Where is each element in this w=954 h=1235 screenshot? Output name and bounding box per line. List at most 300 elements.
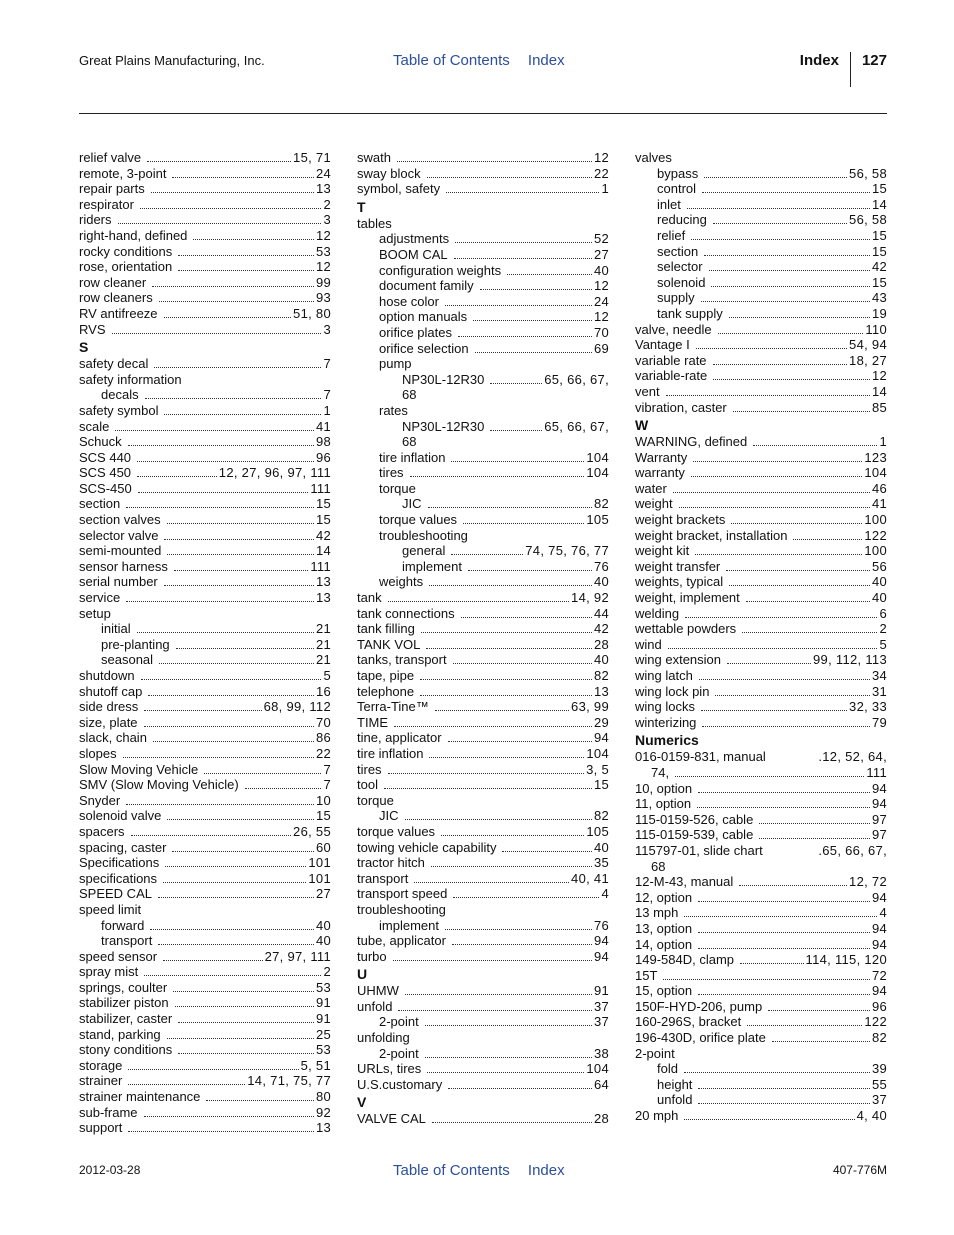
entry-pages[interactable]: 94 bbox=[593, 948, 609, 964]
entry-pages[interactable]: 40 bbox=[593, 574, 609, 590]
entry-pages[interactable]: 29 bbox=[593, 714, 609, 730]
entry-pages[interactable]: 79 bbox=[871, 714, 887, 730]
entry-pages[interactable]: 104 bbox=[586, 449, 609, 465]
entry-pages[interactable]: 98 bbox=[315, 434, 331, 450]
header-section bbox=[800, 52, 887, 87]
index-entry bbox=[635, 496, 887, 512]
entry-term: fold bbox=[657, 1061, 678, 1077]
dot-leader bbox=[144, 710, 261, 711]
entry-pages[interactable]: 13 bbox=[593, 683, 609, 699]
index-entry bbox=[635, 827, 887, 843]
entry-pages[interactable]: 40 bbox=[871, 574, 887, 590]
entry-pages[interactable]: 104 bbox=[864, 465, 887, 481]
entry-term: speed sensor bbox=[79, 948, 158, 964]
entry-pages[interactable]: 4, 40 bbox=[856, 1108, 887, 1124]
dot-leader bbox=[454, 258, 592, 259]
footer-index-link[interactable]: Index bbox=[527, 1162, 565, 1179]
index-entry bbox=[635, 874, 887, 890]
dot-leader bbox=[742, 632, 877, 633]
dot-leader bbox=[490, 430, 542, 431]
entry-pages[interactable]: 15 bbox=[593, 777, 609, 793]
entry-pages[interactable]: 40 bbox=[315, 917, 331, 933]
entry-pages[interactable]: 53 bbox=[315, 979, 331, 995]
entry-pages[interactable]: 39 bbox=[871, 1061, 887, 1077]
entry-term: weight, implement bbox=[635, 590, 740, 606]
index-heading: safety information bbox=[79, 371, 182, 387]
dot-leader bbox=[384, 788, 592, 789]
index-entry bbox=[357, 166, 609, 182]
entry-pages[interactable]: 122 bbox=[864, 527, 887, 543]
entry-pages[interactable]: 65, 66, 67, bbox=[544, 418, 609, 434]
entry-pages[interactable]: 94 bbox=[871, 889, 887, 905]
entry-pages[interactable]: 37 bbox=[871, 1092, 887, 1108]
entry-term: control bbox=[657, 181, 697, 197]
entry-term: wind bbox=[635, 636, 662, 652]
entry-term: right-hand, defined bbox=[79, 227, 188, 243]
entry-pages[interactable]: 7 bbox=[323, 387, 331, 403]
entry-pages[interactable]: 69 bbox=[593, 340, 609, 356]
entry-pages[interactable]: 32, 33 bbox=[849, 699, 887, 715]
entry-pages[interactable]: 60 bbox=[315, 839, 331, 855]
entry-pages[interactable]: 40 bbox=[593, 262, 609, 278]
entry-pages[interactable]: 14, 71, 75, 77 bbox=[247, 1073, 331, 1089]
entry-pages[interactable]: 74, 75, 76, 77 bbox=[525, 543, 609, 559]
index-entry bbox=[79, 496, 331, 512]
entry-pages[interactable]: 14 bbox=[871, 196, 887, 212]
entry-pages[interactable]: 12 bbox=[871, 368, 887, 384]
entry-pages[interactable]: 25 bbox=[315, 1026, 331, 1042]
entry-pages[interactable]: 63, 99 bbox=[571, 699, 609, 715]
entry-pages[interactable]: 14, 92 bbox=[571, 590, 609, 606]
entry-pages[interactable]: 96 bbox=[871, 998, 887, 1014]
entry-pages[interactable]: 18, 27 bbox=[849, 352, 887, 368]
entry-pages[interactable]: 13 bbox=[315, 1120, 331, 1136]
entry-term: JIC bbox=[379, 808, 399, 824]
entry-pages[interactable]: 37 bbox=[593, 998, 609, 1014]
index-entry bbox=[79, 886, 331, 902]
dot-leader bbox=[747, 1025, 862, 1026]
entry-pages[interactable]: 104 bbox=[586, 745, 609, 761]
dot-leader bbox=[453, 663, 592, 664]
entry-pages[interactable]: 82 bbox=[871, 1030, 887, 1046]
entry-term: spray mist bbox=[79, 964, 139, 980]
entry-term: weight bracket, installation bbox=[635, 527, 788, 543]
entry-pages[interactable]: 31 bbox=[871, 683, 887, 699]
entry-term: rose, orientation bbox=[79, 259, 173, 275]
index-heading: pump bbox=[379, 356, 412, 372]
entry-pages[interactable]: 105 bbox=[586, 512, 609, 528]
index-entry bbox=[635, 290, 887, 306]
entry-pages[interactable]: 93 bbox=[315, 290, 331, 306]
entry-pages[interactable]: 46 bbox=[871, 480, 887, 496]
entry-pages[interactable]: 72 bbox=[871, 967, 887, 983]
entry-pages[interactable]: 1 bbox=[323, 402, 331, 418]
entry-pages[interactable]: 5 bbox=[323, 668, 331, 683]
entry-term: general bbox=[402, 543, 446, 559]
dot-leader bbox=[685, 617, 877, 618]
index-entry bbox=[635, 528, 887, 544]
entry-pages[interactable]: 12 bbox=[593, 309, 609, 325]
index-entry bbox=[357, 450, 609, 466]
entry-pages[interactable]: 53 bbox=[315, 243, 331, 259]
entry-pages[interactable]: 94 bbox=[871, 780, 887, 796]
entry-pages[interactable]: 111 bbox=[866, 764, 887, 780]
dot-leader bbox=[713, 379, 870, 380]
index-entry bbox=[357, 263, 609, 279]
entry-pages[interactable]: 12, 27, 96, 97, 111 bbox=[218, 465, 331, 481]
entry-pages[interactable]: 7 bbox=[323, 777, 331, 793]
entry-pages[interactable]: 28 bbox=[593, 636, 609, 652]
entry-term: section valves bbox=[79, 512, 161, 528]
entry-term: 016-0159-831, manual bbox=[635, 749, 766, 765]
index-entry bbox=[79, 387, 331, 403]
entry-pages[interactable]: 15 bbox=[315, 808, 331, 824]
entry-pages[interactable]: 24 bbox=[315, 165, 331, 181]
entry-pages[interactable]: 40 bbox=[593, 652, 609, 668]
entry-pages[interactable]: 27 bbox=[315, 886, 331, 902]
entry-pages[interactable]: 55 bbox=[871, 1076, 887, 1092]
entry-pages[interactable]: 56, 58 bbox=[849, 212, 887, 228]
entry-pages[interactable]: 70 bbox=[593, 324, 609, 340]
entry-pages[interactable]: 22 bbox=[593, 165, 609, 181]
entry-pages[interactable]: 21 bbox=[315, 652, 331, 668]
index-column-1 bbox=[79, 150, 331, 1136]
entry-pages[interactable]: 43 bbox=[871, 290, 887, 306]
entry-pages[interactable]: 15 bbox=[315, 512, 331, 528]
entry-pages[interactable]: 12 bbox=[593, 150, 609, 165]
entry-pages[interactable]: 99 bbox=[315, 274, 331, 290]
entry-pages[interactable]: 76 bbox=[593, 917, 609, 933]
entry-pages[interactable]: 27 bbox=[593, 246, 609, 262]
page-number: 127 bbox=[861, 52, 887, 69]
entry-pages[interactable]: 94 bbox=[593, 730, 609, 746]
entry-pages[interactable]: 15, 71 bbox=[293, 150, 331, 165]
dot-leader bbox=[445, 305, 592, 306]
entry-term: pre-planting bbox=[101, 636, 170, 652]
entry-term: weights, typical bbox=[635, 574, 724, 590]
entry-term: selector valve bbox=[79, 527, 159, 543]
dot-leader bbox=[713, 223, 847, 224]
entry-pages[interactable]: 14 bbox=[871, 383, 887, 399]
entry-pages[interactable]: 26, 55 bbox=[293, 823, 331, 839]
entry-pages[interactable]: 3, 5 bbox=[586, 761, 609, 777]
entry-term: 2-point bbox=[379, 1045, 419, 1061]
entry-pages[interactable]: 114, 115, 120 bbox=[805, 952, 887, 968]
entry-term: 115-0159-539, cable bbox=[635, 827, 754, 843]
index-entry bbox=[635, 999, 887, 1015]
index-entry bbox=[79, 212, 331, 228]
dot-leader bbox=[172, 177, 314, 178]
entry-term: height bbox=[657, 1076, 693, 1092]
entry-term: welding bbox=[635, 605, 680, 621]
entry-pages[interactable]: 42 bbox=[315, 527, 331, 543]
dot-leader bbox=[420, 679, 592, 680]
entry-pages[interactable]: 92 bbox=[315, 1104, 331, 1120]
dot-leader bbox=[174, 570, 308, 571]
entry-pages[interactable]: 35 bbox=[593, 855, 609, 871]
entry-pages[interactable]: 101 bbox=[308, 870, 331, 886]
entry-term: NP30L-12R30 bbox=[402, 371, 485, 387]
dot-leader bbox=[164, 585, 314, 586]
dot-leader bbox=[673, 492, 870, 493]
entry-pages[interactable]: 37 bbox=[593, 1014, 609, 1030]
entry-pages[interactable]: 82 bbox=[593, 496, 609, 512]
dot-leader bbox=[727, 663, 811, 664]
index-entry bbox=[79, 933, 331, 949]
entry-pages[interactable]: 15 bbox=[871, 243, 887, 259]
entry-pages[interactable]: 94 bbox=[871, 936, 887, 952]
dot-leader bbox=[693, 461, 862, 462]
index-entry bbox=[357, 1046, 609, 1062]
entry-term: tank bbox=[357, 590, 382, 606]
dot-leader bbox=[435, 710, 569, 711]
index-entry bbox=[635, 212, 887, 228]
entry-pages[interactable]: 40 bbox=[871, 590, 887, 606]
entry-pages[interactable]: 100 bbox=[864, 543, 887, 559]
index-entry bbox=[357, 419, 609, 435]
dot-leader bbox=[152, 286, 314, 287]
entry-pages[interactable]: 44 bbox=[593, 605, 609, 621]
letter-divider: Numerics bbox=[635, 732, 699, 749]
index-entry bbox=[79, 259, 331, 275]
entry-pages[interactable]: 101 bbox=[308, 855, 331, 871]
entry-pages[interactable]: 82 bbox=[593, 808, 609, 824]
dot-leader bbox=[698, 1088, 870, 1089]
entry-pages[interactable]: 15 bbox=[871, 274, 887, 290]
dot-leader bbox=[128, 1084, 245, 1085]
entry-term: bypass bbox=[657, 165, 699, 181]
index-entry bbox=[79, 1027, 331, 1043]
entry-term: service bbox=[79, 590, 121, 606]
entry-pages[interactable]: 22 bbox=[315, 745, 331, 761]
entry-term: remote, 3-point bbox=[79, 165, 167, 181]
entry-pages[interactable]: 100 bbox=[864, 512, 887, 528]
entry-pages[interactable]: 13 bbox=[315, 574, 331, 590]
entry-pages[interactable]: 91 bbox=[593, 983, 609, 999]
entry-pages[interactable]: 10 bbox=[315, 792, 331, 808]
index-entry bbox=[79, 574, 331, 590]
entry-pages[interactable]: 12 bbox=[315, 227, 331, 243]
entry-pages[interactable]: 13 bbox=[315, 181, 331, 197]
entry-pages[interactable]: 91 bbox=[315, 1011, 331, 1027]
dot-leader bbox=[131, 835, 292, 836]
entry-pages[interactable]: 16 bbox=[315, 683, 331, 699]
dot-leader bbox=[126, 804, 314, 805]
entry-pages[interactable]: 40 bbox=[315, 933, 331, 949]
entry-pages[interactable]: 86 bbox=[315, 730, 331, 746]
entry-term: stand, parking bbox=[79, 1026, 161, 1042]
entry-term: side dress bbox=[79, 699, 139, 715]
dot-leader bbox=[793, 539, 862, 540]
entry-term: variable-rate bbox=[635, 368, 708, 384]
index-entry bbox=[79, 419, 331, 435]
entry-term: strainer maintenance bbox=[79, 1089, 201, 1105]
entry-pages[interactable]: 99, 112, 113 bbox=[813, 652, 887, 668]
entry-pages[interactable]: 40 bbox=[593, 839, 609, 855]
dot-leader bbox=[480, 289, 592, 290]
entry-pages[interactable]: 97 bbox=[871, 811, 887, 827]
entry-term: adjustments bbox=[379, 231, 450, 247]
dot-leader bbox=[718, 333, 864, 334]
dot-leader bbox=[145, 398, 322, 399]
entry-pages[interactable]: 123 bbox=[864, 449, 887, 465]
entry-term: strainer bbox=[79, 1073, 123, 1089]
entry-pages[interactable]: .65, 66, 67, bbox=[818, 842, 887, 858]
index-heading: troubleshooting bbox=[379, 527, 468, 543]
entry-pages[interactable]: 94 bbox=[871, 920, 887, 936]
dot-leader bbox=[158, 897, 314, 898]
entry-pages[interactable]: 13 bbox=[315, 590, 331, 606]
entry-pages[interactable]: 24 bbox=[593, 293, 609, 309]
entry-pages[interactable]: 15 bbox=[871, 181, 887, 197]
index-entry bbox=[635, 765, 887, 781]
entry-pages[interactable]: 21 bbox=[315, 636, 331, 652]
entry-pages[interactable]: 94 bbox=[871, 796, 887, 812]
entry-term: implement bbox=[379, 917, 439, 933]
index-entry bbox=[635, 181, 887, 197]
dot-leader bbox=[475, 352, 592, 353]
entry-pages[interactable]: 4 bbox=[601, 886, 609, 902]
entry-pages[interactable]: 34 bbox=[871, 668, 887, 683]
entry-pages[interactable]: 27, 97, 111 bbox=[264, 948, 331, 964]
entry-pages[interactable]: 19 bbox=[871, 305, 887, 321]
index-entry bbox=[635, 512, 887, 528]
dot-leader bbox=[490, 383, 542, 384]
entry-term: weights bbox=[379, 574, 424, 590]
entry-pages[interactable]: 94 bbox=[593, 933, 609, 949]
index-entry bbox=[79, 621, 331, 637]
entry-pages[interactable]: 3 bbox=[323, 212, 331, 228]
dot-leader bbox=[759, 823, 870, 824]
dot-leader bbox=[709, 270, 870, 271]
entry-term: sub-frame bbox=[79, 1104, 138, 1120]
entry-pages[interactable]: 110 bbox=[865, 321, 887, 337]
index-entry bbox=[79, 197, 331, 213]
dot-leader bbox=[137, 461, 314, 462]
dot-leader bbox=[428, 507, 592, 508]
entry-pages[interactable]: 12 bbox=[315, 259, 331, 275]
entry-pages[interactable]: 41 bbox=[315, 418, 331, 434]
entry-pages[interactable]: 97 bbox=[871, 827, 887, 843]
entry-pages[interactable]: 42 bbox=[871, 259, 887, 275]
toc-link[interactable]: Table of Contents bbox=[393, 52, 510, 69]
index-heading: tables bbox=[357, 215, 392, 231]
entry-pages[interactable]: 91 bbox=[315, 995, 331, 1011]
index-entry bbox=[635, 684, 887, 700]
entry-pages[interactable]: 14 bbox=[315, 543, 331, 559]
entry-pages[interactable]: 15 bbox=[871, 227, 887, 243]
entry-pages[interactable]: 68, 99, 112 bbox=[263, 699, 331, 715]
entry-pages[interactable]: 21 bbox=[315, 621, 331, 637]
header-nav bbox=[393, 52, 579, 69]
entry-term: tank connections bbox=[357, 605, 455, 621]
entry-pages[interactable]: 56, 58 bbox=[849, 165, 887, 181]
index-entry bbox=[357, 231, 609, 247]
entry-pages[interactable]: 6 bbox=[879, 605, 887, 621]
entry-pages[interactable]: 70 bbox=[315, 714, 331, 730]
entry-pages[interactable]: 85 bbox=[871, 399, 887, 415]
entry-pages[interactable]: 4 bbox=[879, 905, 887, 921]
entry-pages[interactable]: 3 bbox=[323, 321, 331, 337]
entry-pages[interactable]: 105 bbox=[586, 823, 609, 839]
entry-pages[interactable]: 96 bbox=[315, 449, 331, 465]
index-entry bbox=[635, 1014, 887, 1030]
entry-pages[interactable]: 111 bbox=[310, 558, 331, 574]
entry-pages[interactable]: 53 bbox=[315, 1042, 331, 1058]
entry-pages[interactable]: 12 bbox=[593, 278, 609, 294]
letter-divider: V bbox=[357, 1094, 367, 1111]
entry-pages[interactable]: 76 bbox=[593, 558, 609, 574]
entry-pages[interactable]: 38 bbox=[593, 1045, 609, 1061]
entry-term: Slow Moving Vehicle bbox=[79, 761, 199, 777]
dot-leader bbox=[461, 617, 592, 618]
entry-pages[interactable]: 104 bbox=[586, 465, 609, 481]
entry-pages[interactable]: 7 bbox=[323, 356, 331, 372]
entry-term: solenoid valve bbox=[79, 808, 162, 824]
entry-pages[interactable]: 64 bbox=[593, 1076, 609, 1092]
entry-pages[interactable]: 2 bbox=[879, 621, 887, 637]
entry-pages[interactable]: 15 bbox=[315, 496, 331, 512]
index-heading: speed limit bbox=[79, 901, 142, 917]
entry-pages[interactable]: 94 bbox=[871, 983, 887, 999]
entry-pages[interactable]: 5 bbox=[879, 636, 887, 652]
entry-pages[interactable]: 2 bbox=[323, 964, 331, 980]
entry-pages[interactable]: 1 bbox=[879, 434, 887, 450]
entry-pages[interactable]: 12, 72 bbox=[849, 874, 887, 890]
entry-pages[interactable]: 52 bbox=[593, 231, 609, 247]
dot-leader bbox=[118, 223, 322, 224]
entry-pages[interactable]: 51, 80 bbox=[293, 305, 331, 321]
index-entry bbox=[79, 840, 331, 856]
entry-pages[interactable]: 7 bbox=[323, 761, 331, 777]
entry-pages[interactable]: 28 bbox=[593, 1111, 609, 1127]
dot-leader bbox=[112, 333, 322, 334]
index-entry bbox=[357, 247, 609, 263]
index-entry bbox=[357, 543, 609, 559]
entry-pages[interactable]: .12, 52, 64, bbox=[818, 749, 887, 765]
entry-pages[interactable]: 40, 41 bbox=[571, 870, 609, 886]
entry-pages[interactable]: 104 bbox=[586, 1061, 609, 1077]
index-entry bbox=[357, 983, 609, 999]
footer-doc-number: 407-776M bbox=[832, 1163, 887, 1177]
dot-leader bbox=[165, 866, 306, 867]
entry-pages[interactable]: 65, 66, 67, bbox=[544, 371, 609, 387]
index-column-2 bbox=[357, 150, 609, 1127]
dot-leader bbox=[151, 192, 314, 193]
entry-pages[interactable]: 2 bbox=[323, 196, 331, 212]
index-entry bbox=[635, 1030, 887, 1046]
entry-pages[interactable]: 54, 94 bbox=[849, 337, 887, 353]
entry-pages[interactable]: 41 bbox=[871, 496, 887, 512]
entry-term: semi-mounted bbox=[79, 543, 162, 559]
entry-pages[interactable]: 56 bbox=[871, 558, 887, 574]
dot-leader bbox=[697, 807, 870, 808]
entry-pages[interactable]: 42 bbox=[593, 621, 609, 637]
dot-leader bbox=[451, 554, 523, 555]
index-entry bbox=[79, 824, 331, 840]
entry-pages[interactable]: 5, 51 bbox=[300, 1057, 331, 1073]
index-entry bbox=[357, 918, 609, 934]
entry-pages[interactable]: 1 bbox=[601, 181, 609, 197]
footer-toc-link[interactable]: Table of Contents bbox=[393, 1162, 510, 1179]
entry-pages[interactable]: 82 bbox=[593, 668, 609, 683]
index-link[interactable]: Index bbox=[527, 52, 565, 69]
entry-pages[interactable]: 80 bbox=[315, 1089, 331, 1105]
dot-leader bbox=[675, 776, 864, 777]
entry-pages[interactable]: 122 bbox=[864, 1014, 887, 1030]
dot-leader bbox=[178, 255, 314, 256]
entry-pages[interactable]: 111 bbox=[310, 480, 331, 496]
